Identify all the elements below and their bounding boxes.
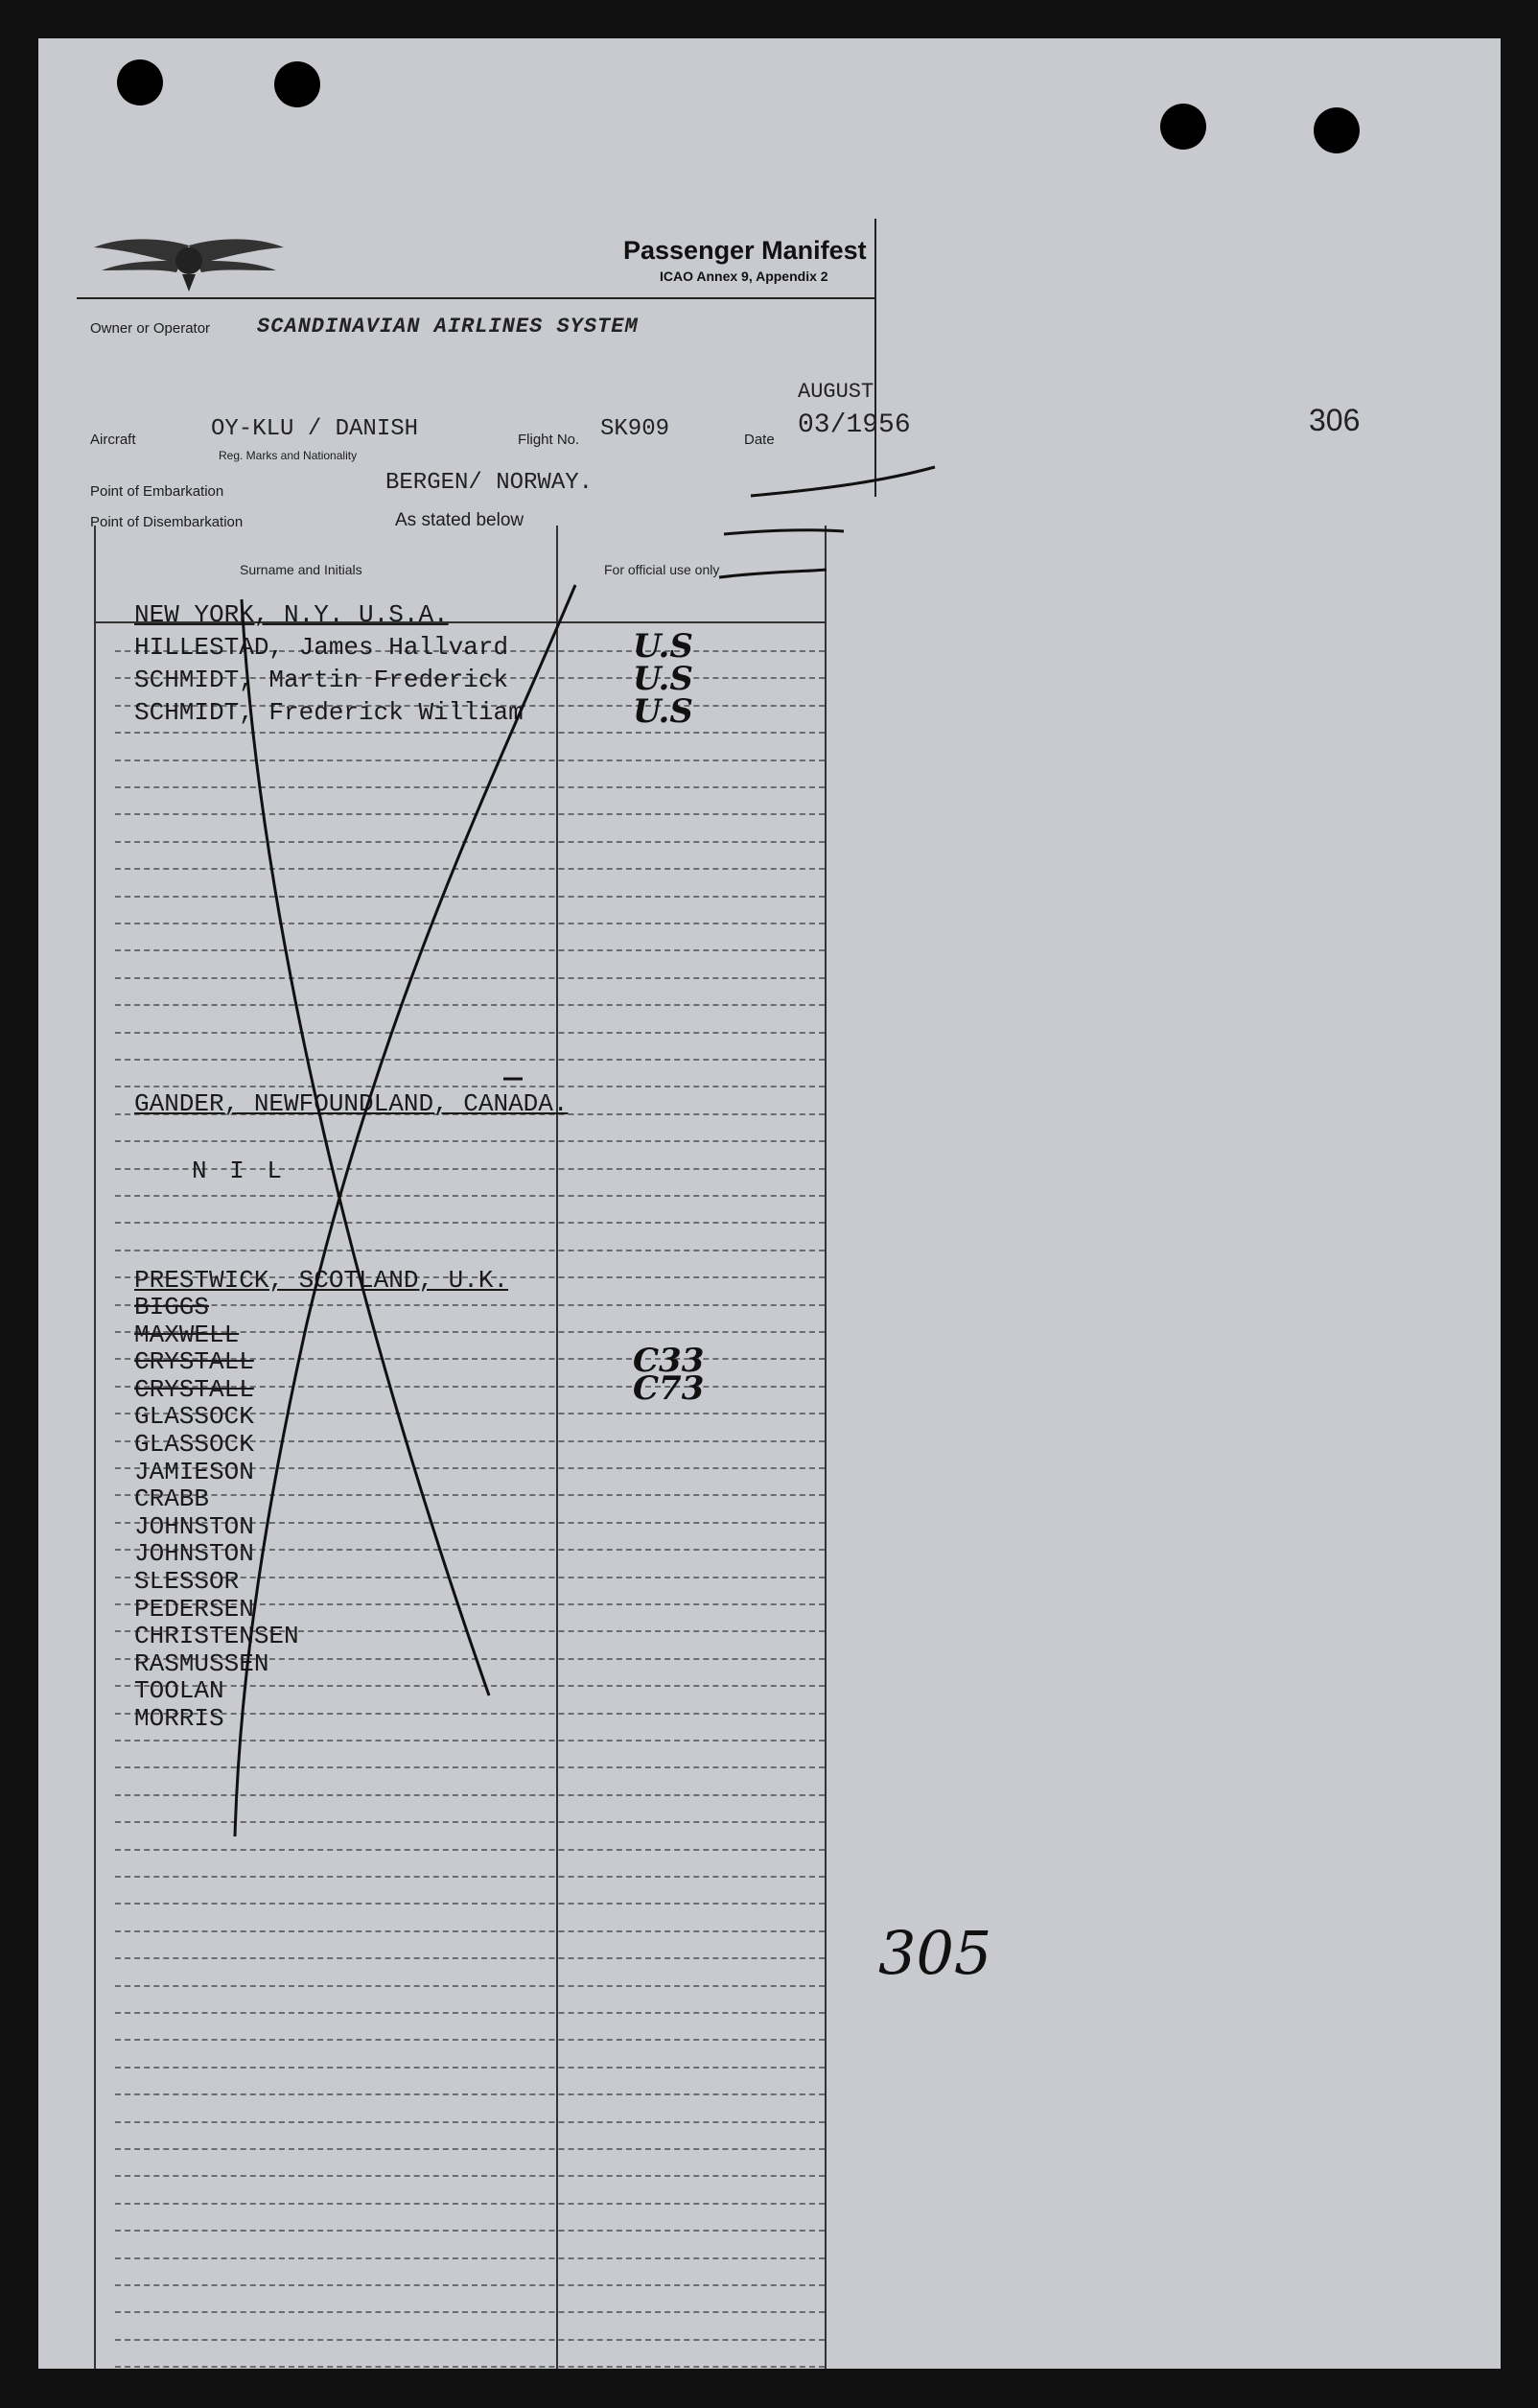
passenger-name: GLASSOCK (134, 1430, 254, 1459)
official-note: U.S (633, 660, 693, 698)
passenger-name: CRYSTALL (134, 1347, 254, 1377)
passenger-name: GLASSOCK (134, 1402, 254, 1432)
disembarkation-label: Point of Disembarkation (90, 514, 244, 530)
destination-heading: GANDER, NEWFOUNDLAND, CANADA. (134, 1089, 569, 1118)
destination-heading: NEW YORK, N.Y. U.S.A. (134, 600, 449, 629)
pen-stroke (719, 570, 827, 577)
page-title: Passenger Manifest (623, 236, 867, 265)
handwritten-marks (38, 38, 1501, 2369)
passenger-name: MAXWELL (134, 1320, 240, 1349)
passenger-name: CRYSTALL (134, 1374, 254, 1404)
page-number-stamp: 306 (1309, 403, 1361, 437)
passenger-name: BIGGS (134, 1293, 210, 1321)
cross-out-stroke (242, 599, 489, 1695)
date-value: 03/1956 (798, 410, 911, 440)
passenger-name: PEDERSEN (134, 1594, 254, 1624)
passenger-name: JAMIESON (134, 1457, 254, 1486)
handwritten-page-number: 305 (878, 1918, 992, 1988)
name-column-header: Surname and Initials (240, 562, 362, 577)
passenger-name: CRABB (134, 1485, 210, 1514)
official-note: U.S (633, 627, 693, 666)
reg-marks-label: Reg. Marks and Nationality (219, 449, 358, 462)
official-note: C33 (633, 1342, 705, 1381)
passenger-name: SCHMIDT, Frederick William (134, 698, 524, 727)
passenger-name: SCHMIDT, Martin Frederick (134, 666, 509, 694)
date-month: AUGUST (798, 380, 874, 404)
page-subtitle: ICAO Annex 9, Appendix 2 (660, 269, 828, 284)
owner-label: Owner or Operator (90, 320, 211, 337)
passenger-name: CHRISTENSEN (134, 1622, 299, 1651)
passenger-name: JOHNSTON (134, 1511, 254, 1541)
official-note: C73 (633, 1368, 705, 1408)
manifest-page (38, 38, 1501, 2369)
date-label: Date (744, 432, 775, 448)
official-column-header: For official use only (604, 562, 720, 577)
passenger-name: TOOLAN (134, 1676, 224, 1706)
owner-value: SCANDINAVIAN AIRLINES SYSTEM (257, 315, 639, 339)
passenger-name: JOHNSTON (134, 1539, 254, 1569)
official-note: U.S (633, 692, 693, 731)
cross-out-stroke (235, 585, 575, 1836)
passenger-name: N I L (192, 1157, 287, 1185)
disembarkation-value: As stated below (395, 510, 524, 530)
embarkation-value: BERGEN/ NORWAY. (385, 470, 594, 496)
pen-stroke (724, 530, 844, 534)
pen-stroke (751, 467, 935, 496)
passenger-name: RASMUSSEN (134, 1648, 269, 1678)
aircraft-label: Aircraft (90, 432, 136, 448)
embarkation-label: Point of Embarkation (90, 483, 224, 500)
aircraft-value: OY-KLU / DANISH (211, 416, 419, 442)
flight-label: Flight No. (518, 432, 580, 448)
passenger-name: MORRIS (134, 1704, 224, 1733)
flight-value: SK909 (600, 416, 670, 442)
passenger-name: HILLESTAD, James Hallvard (134, 633, 509, 662)
destination-heading: PRESTWICK, SCOTLAND, U.K. (134, 1266, 509, 1295)
passenger-name: SLESSOR (134, 1567, 240, 1596)
